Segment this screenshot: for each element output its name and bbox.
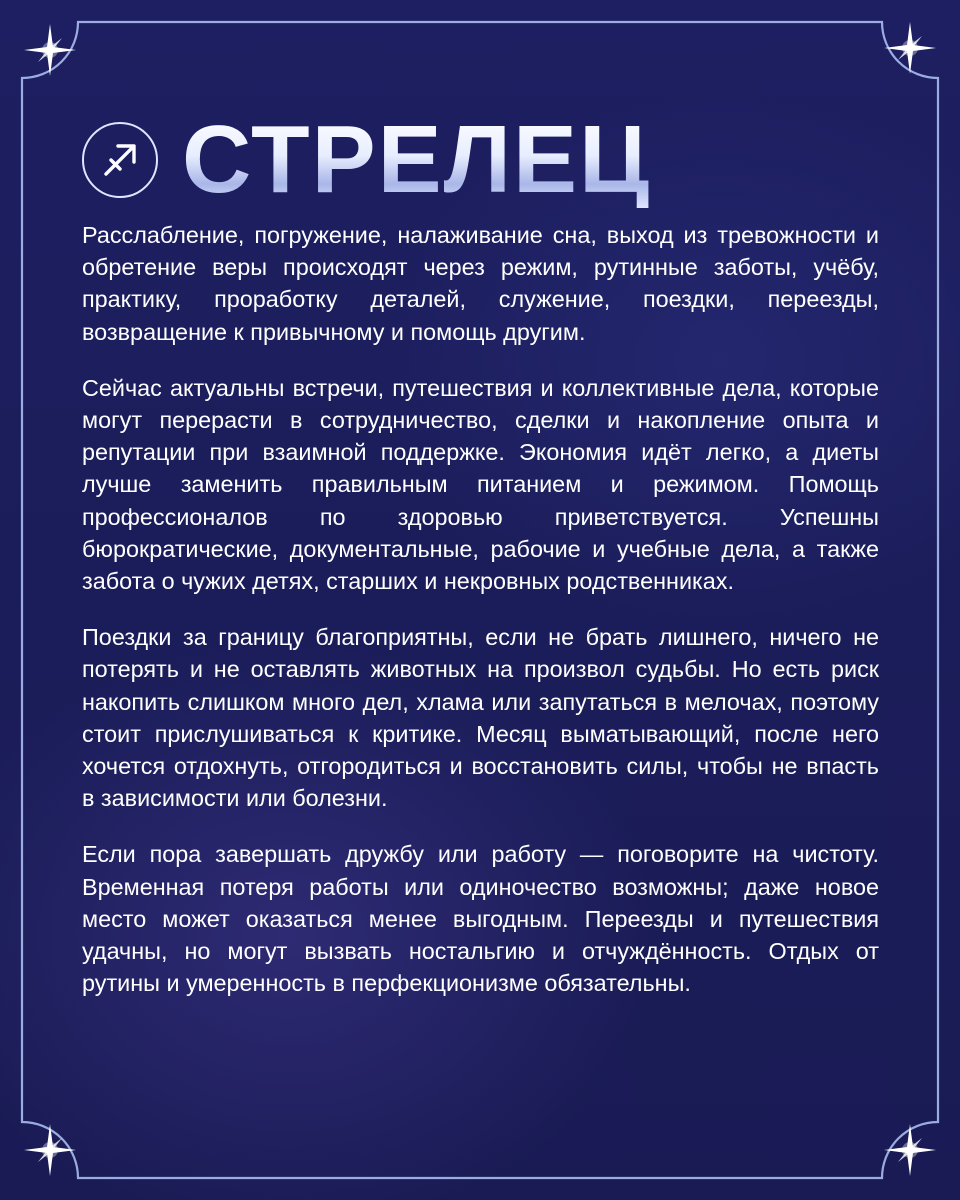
paragraph: Расслабление, погружение, налаживание сна, выход из тревожности и обретение веры происходят через режим, рутинные заботы, учёбу, практику, проработку деталей, служение, поездки, переезды, возвращение к привычному и помощь другим.	[82, 222, 879, 345]
paragraph: Сейчас актуальны встречи, путешествия и коллективные дела, которые могут перерасти в сотрудничество, сделки и накопление опыта и репутации при взаимной поддержке. Экономия идёт легко, а диеты лучше заменить правильным питанием и режимом. Помощь профессионалов по здоровью приветствуется. Успешны бюрократические, документальные, рабочие и учебные дела, а также забота о чужих детях, старших и некровных родственниках.	[82, 374, 879, 595]
sign-badge	[82, 122, 158, 198]
sparkle-icon	[882, 1122, 938, 1178]
sparkle-icon	[22, 1122, 78, 1178]
sparkle-icon	[882, 20, 938, 76]
sagittarius-icon	[98, 138, 142, 182]
paragraph: Если пора завершать дружбу или работу — поговорите на чистоту. Временная потеря работы или одиночество возможны; даже новое место может оказаться менее выгодным. Переезды и путешествия удачны, но могут вызвать ностальгию и отчуждённость. Отдых от рутины и умеренность в перфекционизме обязательны.	[82, 841, 879, 997]
page-title: СТРЕЛЕЦ	[182, 106, 652, 213]
sparkle-icon	[22, 22, 78, 78]
paragraph: Поездки за границу благоприятны, если не брать лишнего, ничего не потерять и не оставлять животных на произвол судьбы. Но есть риск накопить слишком много дел, хлама или запутаться в мелочах, поэтому стоит прислушиваться к критике. Месяц выматывающий, после него хочется отдохнуть, отгородиться и восстановить силы, чтобы не впасть в зависимости или болезни.	[82, 624, 879, 812]
header	[82, 106, 652, 213]
horoscope-text	[82, 219, 879, 1023]
